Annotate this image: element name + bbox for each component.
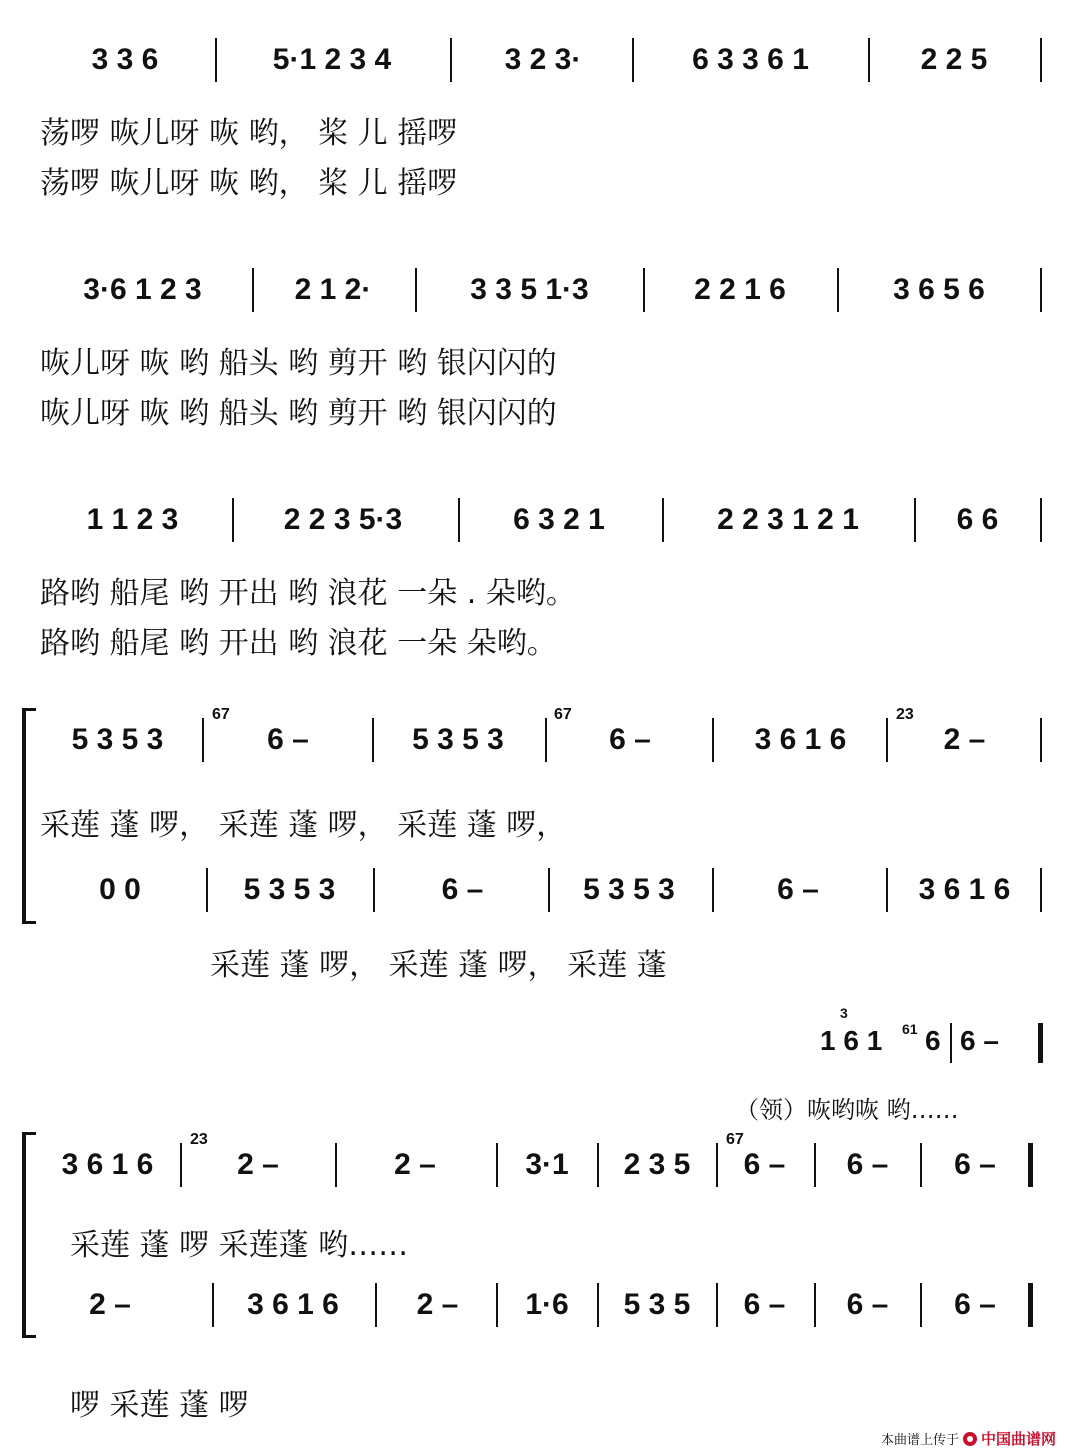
notes: 3 6 1 6 <box>918 873 1011 906</box>
footer <box>881 1428 1056 1449</box>
notes: 2 2 5 <box>920 43 988 76</box>
notes: 2 3 5 <box>623 1148 691 1181</box>
notes: 6 – <box>441 873 484 906</box>
measure <box>40 30 210 90</box>
notes: 1 1 2 3 <box>86 503 179 536</box>
notes: 5·1 2 3 4 <box>272 43 392 76</box>
notes: 6 – <box>267 723 309 756</box>
measure <box>422 260 637 320</box>
notes: 3·6 1 2 3 <box>83 273 202 306</box>
notes: 2 – <box>416 1288 459 1321</box>
grace-note: 61 <box>902 1021 918 1037</box>
measure <box>844 260 1034 320</box>
notes-row <box>40 30 1050 90</box>
upper-lyric: 采莲 蓬 啰 采莲蓬 哟…… <box>70 1228 409 1263</box>
notes: 2 1 2· <box>294 273 372 306</box>
solo-line <box>810 1005 1050 1065</box>
measure <box>920 490 1035 550</box>
grace-note: 67 <box>726 1131 744 1148</box>
lyric-line-2: 路哟 船尾 哟 开出 哟 浪花 一朵 朵哟。 <box>40 626 557 661</box>
measure <box>650 260 830 320</box>
notes: 6 – <box>743 1288 786 1321</box>
notes: 1 6 1 <box>820 1025 883 1056</box>
grace-note: 23 <box>896 706 914 723</box>
notes: 5 3 5 <box>623 1288 691 1321</box>
measure <box>874 30 1034 90</box>
notes: 2 – <box>89 1288 131 1321</box>
measure <box>638 30 863 90</box>
notes: 5 3 5 3 <box>243 873 336 906</box>
lower-lyric: 采莲 蓬 啰， 采莲 蓬 啰， 采莲 蓬 <box>210 948 667 983</box>
notes: 6 – <box>960 1025 999 1056</box>
notes: 6 – <box>954 1288 996 1321</box>
notes: 6 6 <box>956 503 999 536</box>
measure <box>40 490 225 550</box>
notes: 6 – <box>846 1288 889 1321</box>
notes: 3 2 3· <box>504 43 582 76</box>
lower-notes-row <box>40 860 1050 920</box>
measure <box>258 260 408 320</box>
site-name: 中国曲谱网 <box>980 1430 1056 1448</box>
upper-notes-row <box>40 706 1050 770</box>
notes: 3 6 1 6 <box>61 1148 154 1181</box>
lyric-line-1: 咴儿呀 咴 哟 船头 哟 剪开 哟 银闪闪的 <box>40 346 557 381</box>
part-bracket <box>22 708 36 924</box>
notes: 6 <box>925 1025 941 1056</box>
lyric-line-1: 路哟 船尾 哟 开出 哟 浪花 一朵 . 朵哟。 <box>40 576 576 611</box>
notes: 0 0 <box>99 873 141 906</box>
notes: 2 2 1 6 <box>694 273 786 306</box>
upper-lyric: 采莲 蓬 啰， 采莲 蓬 啰， 采莲 蓬 啰， <box>40 808 567 843</box>
notes: 2 – <box>237 1148 279 1181</box>
notes: 1·6 <box>525 1288 569 1321</box>
notes: 2 – <box>394 1148 436 1181</box>
part-bracket <box>22 1132 36 1338</box>
measure <box>668 490 908 550</box>
notes: 5 3 5 3 <box>583 873 675 906</box>
measure <box>458 30 628 90</box>
lower-lyric: 啰 采莲 蓬 啰 <box>70 1388 249 1423</box>
footer-text: 本曲谱上传于 <box>880 1433 959 1448</box>
measure <box>464 490 654 550</box>
notes: 3 6 5 6 <box>893 273 985 306</box>
notes: 6 – <box>743 1148 786 1181</box>
notes-row <box>40 490 1050 550</box>
notes: 6 3 3 6 1 <box>692 43 809 76</box>
notes: 3 3 5 1·3 <box>470 273 589 306</box>
notes: 6 – <box>609 723 651 756</box>
notes: 2 2 3 5·3 <box>283 503 403 536</box>
measure <box>222 30 442 90</box>
grace-note: 23 <box>190 1131 208 1148</box>
notes: 3 3 6 <box>91 43 159 76</box>
lyric-line-2: 荡啰 咴儿呀 咴 哟， 桨 儿 摇啰 <box>40 166 458 201</box>
notes: 6 – <box>777 873 819 906</box>
notes: 6 – <box>846 1148 889 1181</box>
notes: 6 3 2 1 <box>513 503 605 536</box>
site-logo-icon <box>963 1432 977 1446</box>
notes: 3·1 <box>525 1148 569 1181</box>
notes: 3 6 1 6 <box>247 1288 339 1321</box>
measure <box>40 260 245 320</box>
notes-row <box>40 260 1050 320</box>
notes: 2 2 3 1 2 1 <box>717 503 859 536</box>
measure <box>238 490 448 550</box>
lower-notes-row <box>40 1275 1050 1335</box>
notes: 5 3 5 3 <box>412 723 504 756</box>
notes: 5 3 5 3 <box>71 723 164 756</box>
lyric-line-2: 咴儿呀 咴 哟 船头 哟 剪开 哟 银闪闪的 <box>40 396 557 431</box>
notes: 3 6 1 6 <box>754 723 847 756</box>
lyric-line-1: 荡啰 咴儿呀 咴 哟， 桨 儿 摇啰 <box>40 116 458 151</box>
triplet-mark: 3 <box>840 1005 848 1021</box>
grace-note: 67 <box>212 706 230 723</box>
upper-notes-row <box>40 1131 1050 1195</box>
notes: 6 – <box>954 1148 996 1181</box>
notes: 2 – <box>943 723 986 756</box>
grace-note: 67 <box>554 706 572 723</box>
solo-lyric: （领）咴哟咴 哟…… <box>735 1096 959 1124</box>
